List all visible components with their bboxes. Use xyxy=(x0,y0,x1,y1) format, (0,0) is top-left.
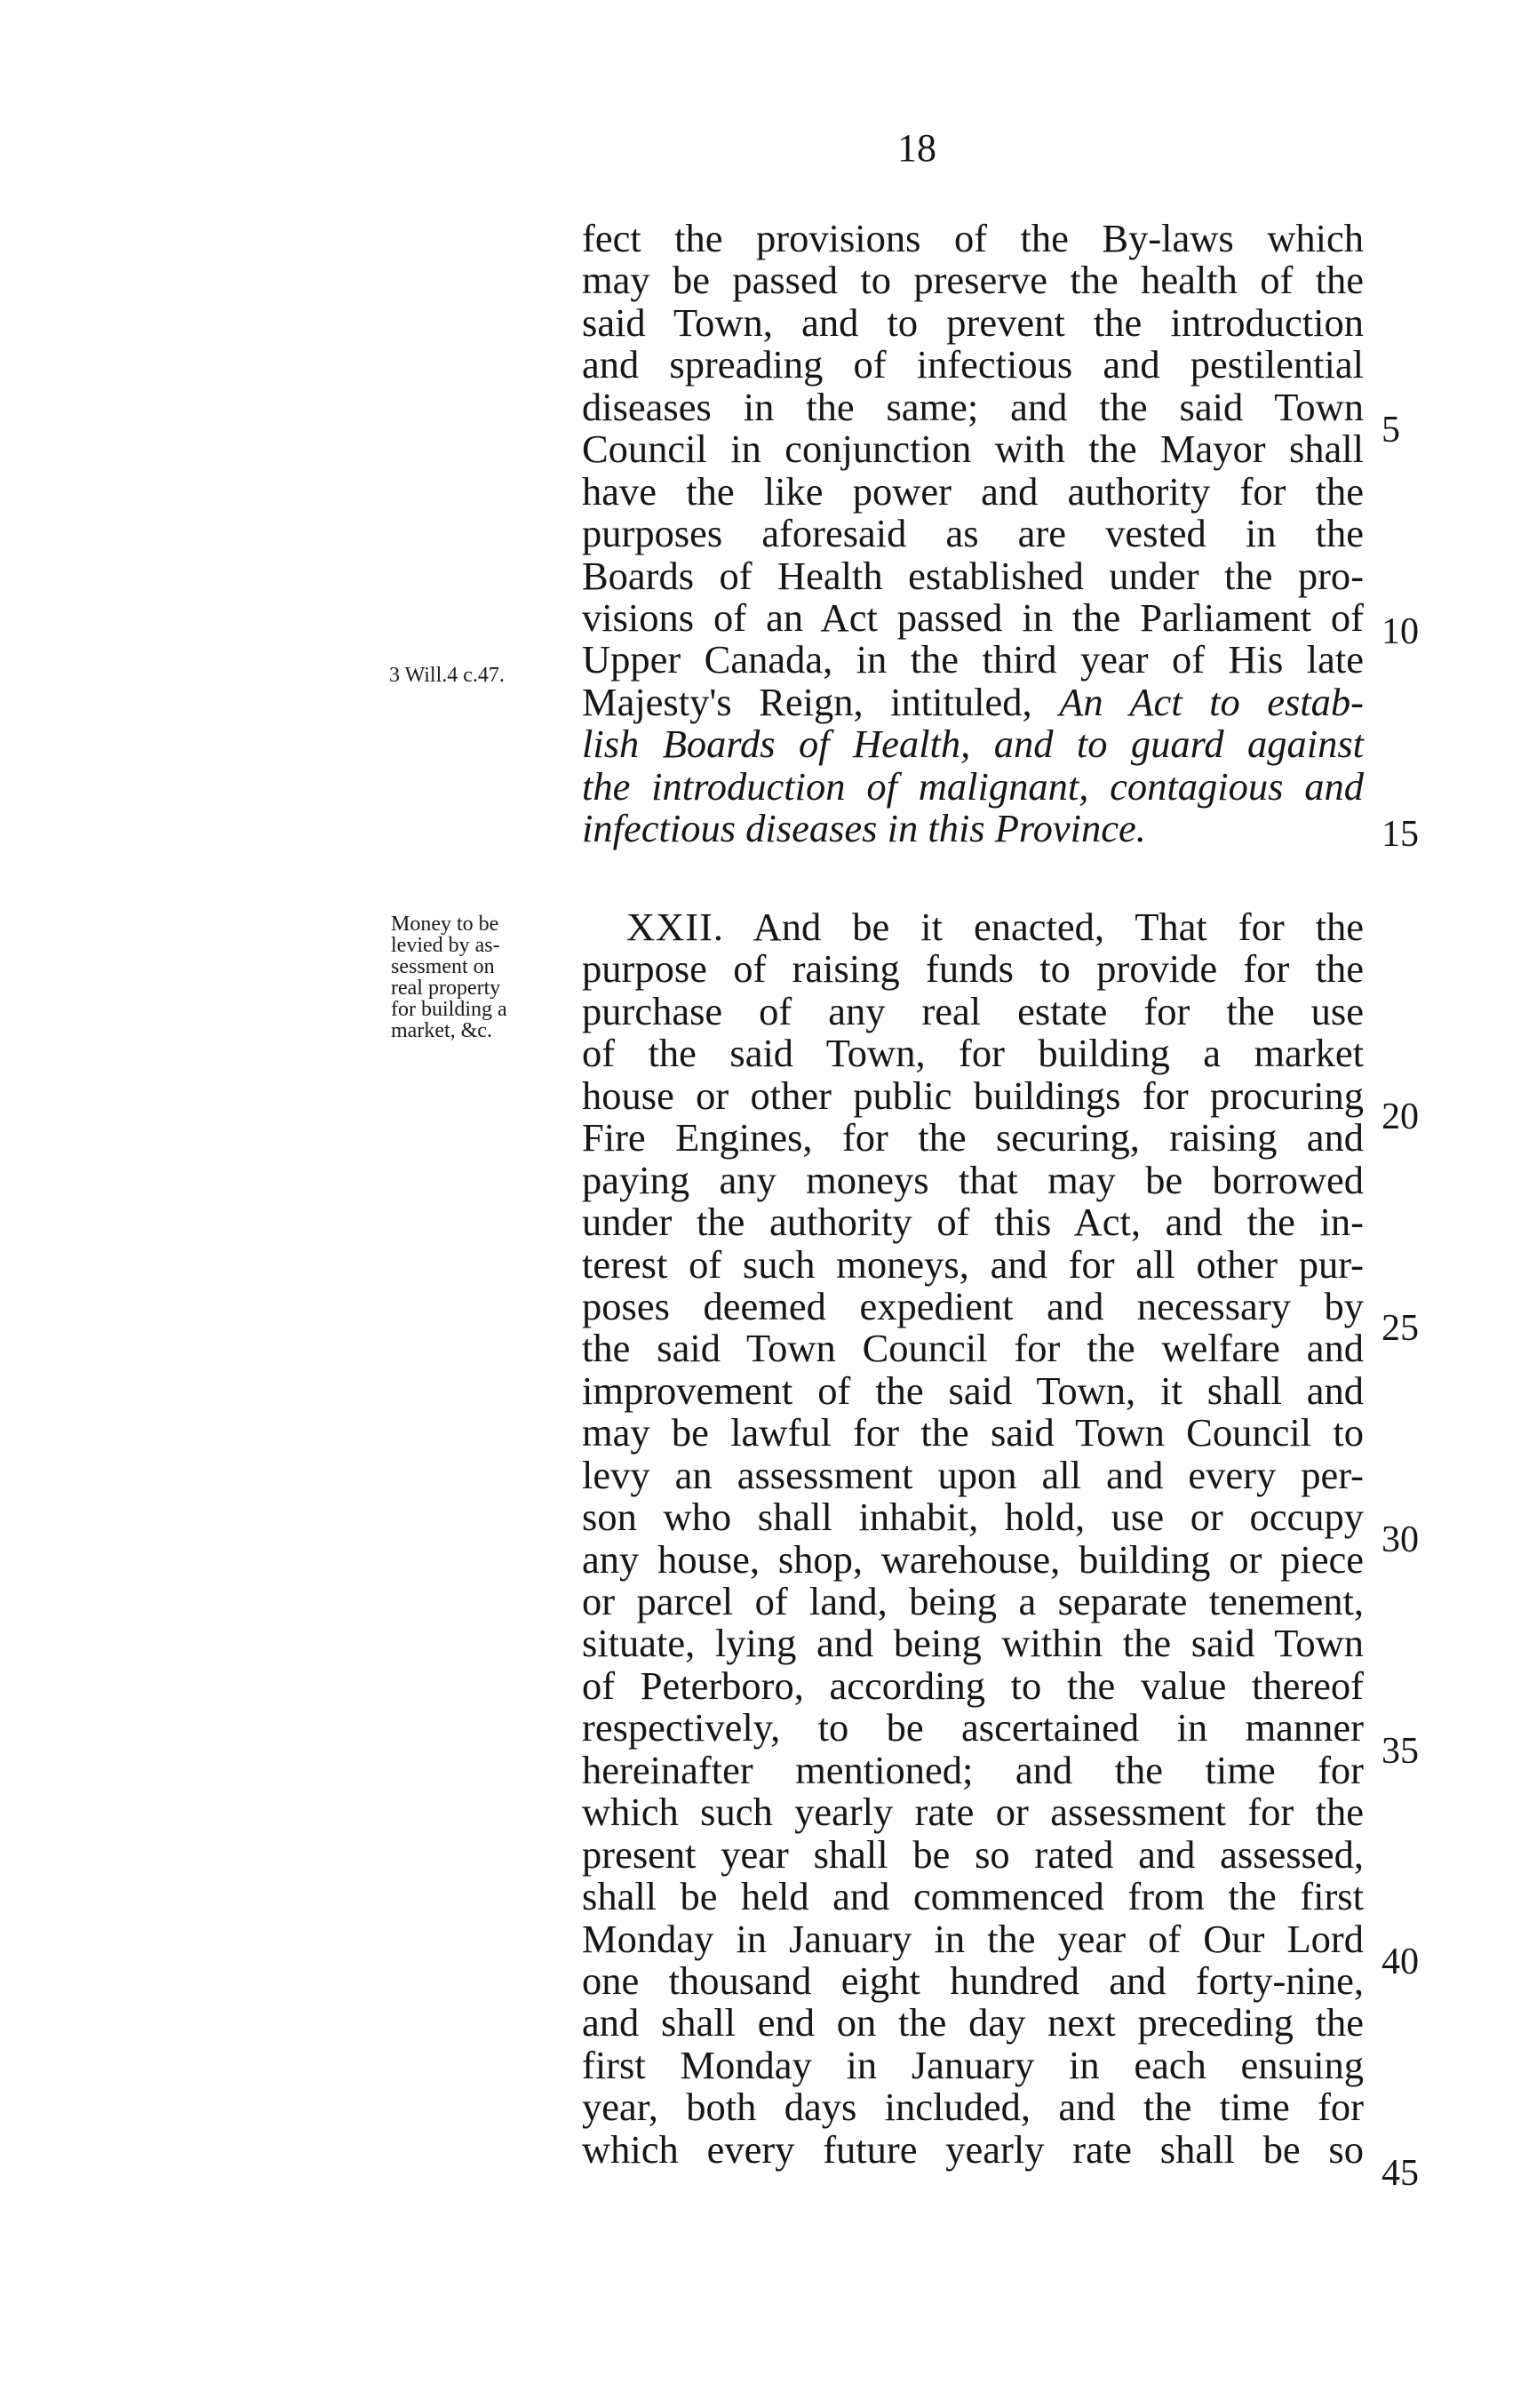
act-title-line: infectious diseases in this Province. xyxy=(582,806,1146,851)
act-title-start: An Act to estab- xyxy=(1059,679,1364,724)
line-number: 5 xyxy=(1382,410,1400,451)
text-line: terest of such moneys, and for all other pur- xyxy=(582,1241,1364,1287)
text-line: purposes aforesaid as are vested in the xyxy=(582,511,1364,556)
text-line: may be passed to preserve the health of the xyxy=(582,258,1364,303)
text-line: purpose of raising funds to provide for the xyxy=(582,946,1364,992)
text-line: present year shall be so rated and assessed, xyxy=(582,1831,1364,1877)
text-line: situate, lying and being within the said Town xyxy=(582,1621,1364,1666)
text-line: visions of an Act passed in the Parliament of xyxy=(582,594,1364,640)
text-line: under the authority of this Act, and the in- xyxy=(582,1200,1364,1245)
text-line: first Monday in January in each ensuing xyxy=(582,2042,1364,2087)
text-line: said Town, and to prevent the introduction xyxy=(582,299,1364,345)
text-line xyxy=(582,679,1364,724)
line-number: 35 xyxy=(1382,1731,1419,1772)
text-line: shall be held and commenced from the first xyxy=(582,1874,1364,1919)
side-note-line: real property xyxy=(391,977,501,1000)
text-line: purchase of any real estate for the use xyxy=(582,988,1364,1033)
act-title-line: the introduction of malignant, contagious and xyxy=(582,763,1364,809)
side-note xyxy=(391,913,573,1041)
text-line: Monday in January in the year of Our Lord xyxy=(582,1916,1364,1961)
text-line: improvement of the said Town, it shall and xyxy=(582,1367,1364,1413)
text-line: poses deemed expedient and necessary by xyxy=(582,1283,1364,1328)
text-line: Upper Canada, in the third year of His late xyxy=(582,637,1364,682)
side-note-line: market, &c. xyxy=(391,1019,492,1042)
section-first-line-text: And be it enacted, That for the xyxy=(753,905,1365,949)
text-line: levy an assessment upon all and every per- xyxy=(582,1452,1364,1497)
line-number: 10 xyxy=(1382,611,1419,652)
line-number: 15 xyxy=(1382,814,1419,855)
text-line: respectively, to be ascertained in manner xyxy=(582,1705,1364,1750)
side-note-line: sessment on xyxy=(391,955,495,978)
text-line: Council in conjunction with the Mayor shall xyxy=(582,427,1364,472)
text-line: which every future yearly rate shall be so xyxy=(582,2126,1364,2172)
text-line: year, both days included, and the time for xyxy=(582,2085,1364,2130)
text-line: which such yearly rate or assessment for the xyxy=(582,1790,1364,1835)
text-line: of Peterboro, according to the value thereof xyxy=(582,1662,1364,1708)
text-line: of the said Town, for building a market xyxy=(582,1031,1364,1076)
line-number: 20 xyxy=(1382,1096,1419,1137)
side-note-line: levied by as- xyxy=(391,934,500,957)
text-line: son who shall inhabit, hold, use or occupy xyxy=(582,1495,1364,1540)
line-number: 40 xyxy=(1382,1942,1419,1982)
side-note-line: for building a xyxy=(391,998,507,1021)
text-line: or parcel of land, being a separate tenement, xyxy=(582,1579,1364,1623)
text-line: any house, shop, warehouse, building or piece xyxy=(582,1536,1364,1582)
text-line: house or other public buildings for procuring xyxy=(582,1072,1364,1118)
section-number: XXII. xyxy=(626,905,725,949)
page-number: 18 xyxy=(897,126,936,170)
text-line: and shall end on the day next preceding the xyxy=(582,2000,1364,2045)
text-line: hereinafter mentioned; and the time for xyxy=(582,1747,1364,1792)
text-line: Fire Engines, for the securing, raising and xyxy=(582,1115,1364,1160)
statute-reference-note: 3 Will.4 c.47. xyxy=(389,664,505,687)
text-line: have the like power and authority for the xyxy=(582,468,1364,514)
section-first-line xyxy=(582,906,1364,948)
line-number: 45 xyxy=(1382,2153,1419,2194)
text-line: Boards of Health established under the pro- xyxy=(582,553,1364,598)
text-line: paying any moneys that may be borrowed xyxy=(582,1157,1364,1202)
line-number: 30 xyxy=(1382,1519,1419,1560)
paragraph-continuation xyxy=(582,218,1364,850)
text-line-start: Majesty's Reign, intituled, xyxy=(582,679,1060,724)
line-number: 25 xyxy=(1382,1308,1419,1349)
text-line: may be lawful for the said Town Council to xyxy=(582,1410,1364,1455)
side-note-line: Money to be xyxy=(391,913,499,936)
text-line: and spreading of infectious and pestilential xyxy=(582,342,1364,387)
act-title-line: lish Boards of Health, and to guard against xyxy=(582,722,1364,767)
text-line: one thousand eight hundred and forty-nine, xyxy=(582,1957,1364,2003)
text-line: the said Town Council for the welfare and xyxy=(582,1326,1364,1371)
section-xxii xyxy=(582,906,1364,2171)
text-line: fect the provisions of the By-laws which xyxy=(582,216,1364,260)
text-line: diseases in the same; and the said Town xyxy=(582,384,1364,429)
